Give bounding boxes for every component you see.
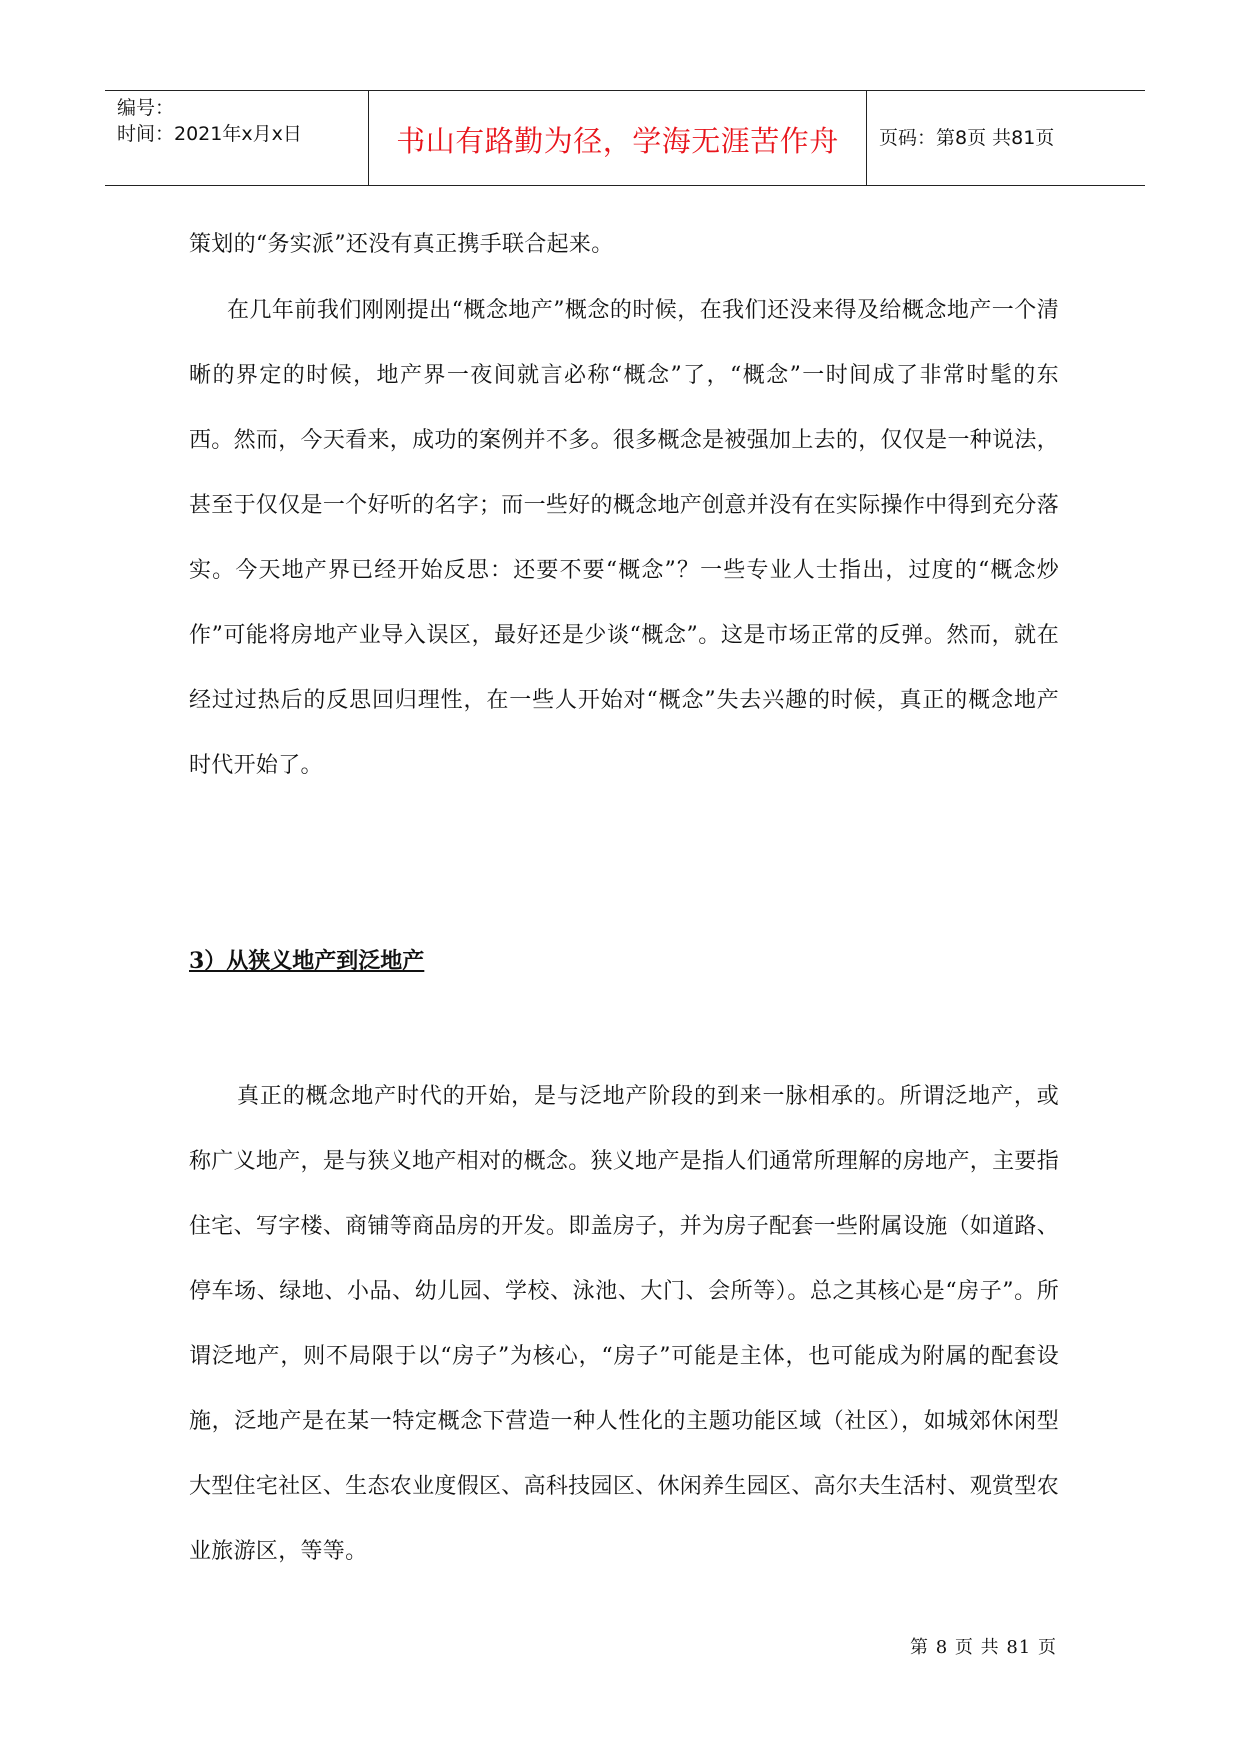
paragraph-concept-estate <box>189 278 1059 798</box>
header-motto-cell <box>369 91 867 185</box>
header-motto: 书山有路勤为径，学海无涯苦作舟 <box>396 124 839 158</box>
page-header <box>105 90 1145 186</box>
document-time-label: 时间：2021年x月x日 <box>117 123 302 145</box>
paragraph-pan-estate <box>189 1064 1059 1584</box>
header-page-info: 页码：第8页 共81页 <box>879 127 1055 149</box>
header-meta-cell <box>105 91 369 185</box>
header-page-cell <box>867 91 1145 185</box>
page-footer: 第 8 页 共 81 页 <box>910 1637 1057 1658</box>
paragraph-text: 在几年前我们刚刚提出“概念地产”概念的时候，在我们还没来得及给概念地产一个清晰的界定的时候，地产界一夜间就言必称“概念”了，“概念”一时间成了非常时髦的东西。然而，今天看来，成功的案例并不多。很多概念是被强加上去的，仅仅是一种说法，甚至于仅仅是一个好听的名字；而一些好的概念地产创意并没有在实际操作中得到充分落实。今天地产界已经开始反思：还要不要“概念”？一些专业人士指出，过度的“概念炒作”可能将房地产业导入误区，最好还是少谈“概念”。这是市场正常的反弹。然而，就在经过过热后的反思回归理性，在一些人开始对“概念”失去兴趣的时候，真正的概念地产时代开始了。 <box>189 298 1059 778</box>
paragraph-text: 策划的“务实派”还没有真正携手联合起来。 <box>189 232 614 257</box>
paragraph-text: 真正的概念地产时代的开始，是与泛地产阶段的到来一脉相承的。所谓泛地产，或称广义地产，是与狭义地产相对的概念。狭义地产是指人们通常所理解的房地产，主要指住宅、写字楼、商铺等商品房的开发。即盖房子，并为房子配套一些附属设施（如道路、停车场、绿地、小品、幼儿园、学校、泳池、大门、会所等）。总之其核心是“房子”。所谓泛地产，则不局限于以“房子”为核心，“房子”可能是主体，也可能成为附属的配套设施，泛地产是在某一特定概念下营造一种人性化的主题功能区域（社区），如城郊休闲型大型住宅社区、生态农业度假区、高科技园区、休闲养生园区、高尔夫生活村、观赏型农业旅游区，等等。 <box>189 1084 1059 1564</box>
paragraph-continued <box>189 212 1059 277</box>
document-number-label: 编号： <box>117 97 175 119</box>
section-heading: 3）从狭义地产到泛地产 <box>189 948 425 974</box>
